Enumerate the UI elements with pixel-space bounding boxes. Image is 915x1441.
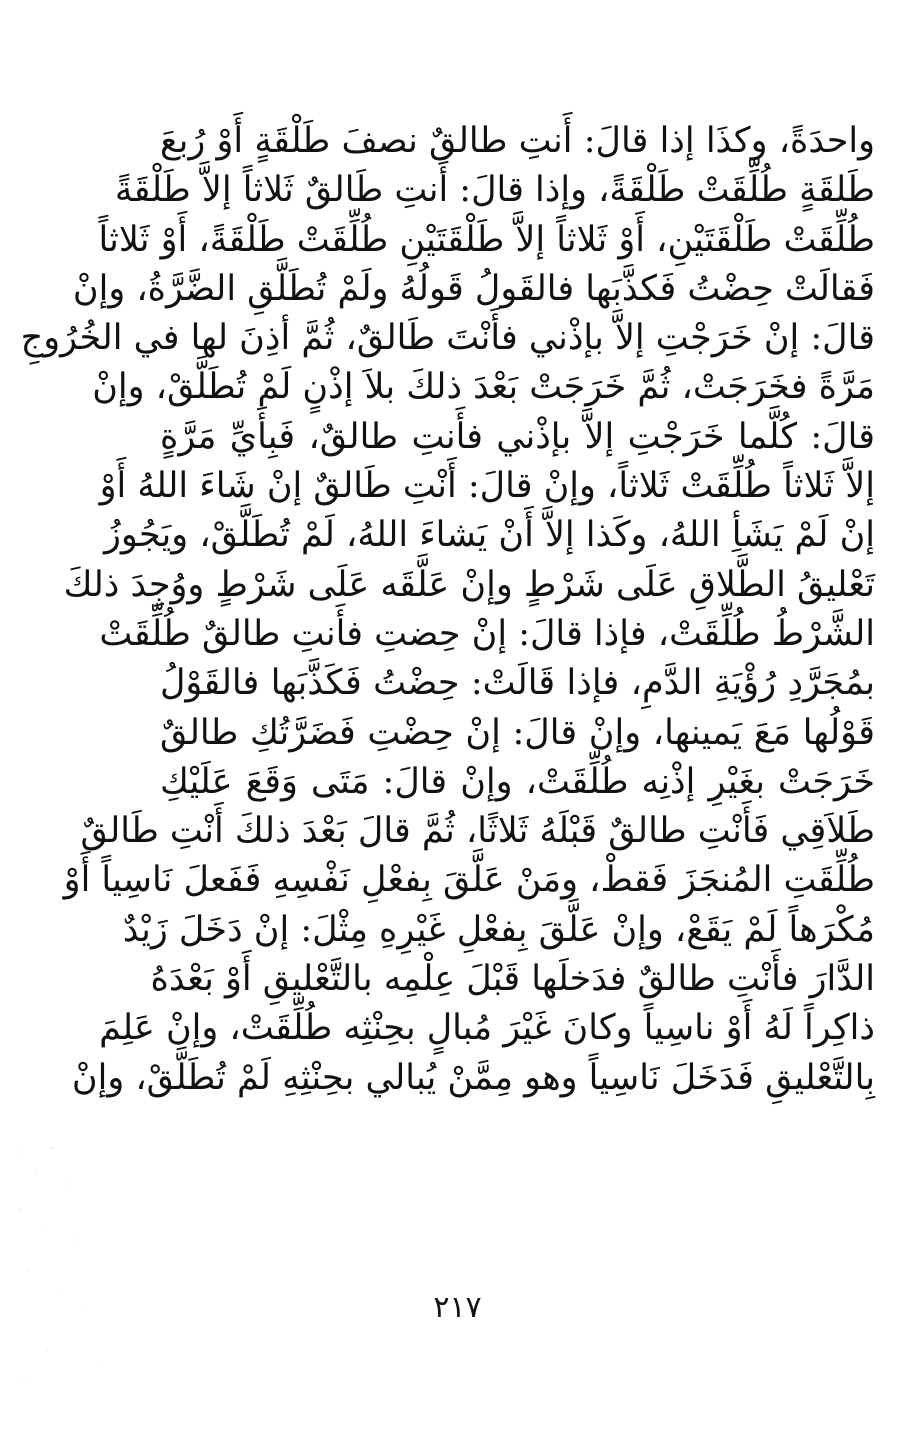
body-text bbox=[20, 117, 875, 1103]
text-line: طَلقَةٍ طُلِّقَتْ طَلْقَةً، وإذا قالَ: أَنتِ طَالقٌ ثَلاثاً إلاَّ طَلْقَةً bbox=[114, 170, 875, 211]
text-line: طُلِّقَتْ طَلْقَتَيْنِ، أَوْ ثَلاثاً إلاَّ طَلْقَتَيْنِ طُلِّقَتْ طَلْقَةً، أَوْ ثَلاثاً bbox=[98, 219, 875, 260]
text-line: قَوْلُها مَعَ يَمينها، وإنْ قالَ: إنْ حِضْتِ فَضَرَّتُكِ طالقٌ bbox=[160, 712, 875, 753]
text-line: طُلِّقَتِ المُنجَزَ فَقطْ، ومَنْ عَلَّقَ بِفعْلِ نَفْسِهِ فَفَعلَ نَاسِياً أَوْ bbox=[63, 860, 875, 901]
text-line: تَعْليقُ الطَّلاقِ عَلَى شَرْطٍ وإنْ عَلَّقَه عَلَى شَرْطٍ ووُجِدَ ذلكَ bbox=[63, 564, 875, 605]
text-line: واحدَةً، وكذَا إذا قالَ: أَنتِ طالقٌ نصفَ طَلْقَةٍ أَوْ رُبعَ bbox=[160, 121, 875, 161]
page-number: ٢١٧ bbox=[433, 1290, 482, 1325]
text-line: مُكْرَهاً لَمْ يَقَعْ، وإنْ عَلَّقَ بِفعْلِ غَيْرِهِ مِثْلَ: إنْ دَخَلَ زَيْدٌ bbox=[122, 909, 875, 950]
text-line: بمُجَرَّدِ رُؤْيَةِ الدَّمِ، فإذا قَالَتْ: حِضْتُ فَكَذَّبَها فالقَوْلُ bbox=[160, 663, 875, 704]
text-line: الشَّرْطُ طُلِّقَتْ، فإذا قالَ: إنْ حِضتِ فأَنتِ طالقٌ طُلِّقَتْ bbox=[99, 613, 875, 654]
scan-speckle bbox=[12, 1140, 132, 1400]
text-line: بِالتَّعْليقِ فَدَخَلَ نَاسِياً وهو مِمَّنْ يُبالي بحِنْثِهِ لَمْ تُطَلَّقْ، وإنْ bbox=[71, 1057, 875, 1098]
text-line: طَلاَقِي فَأَنْتِ طالقٌ قَبْلَهُ ثَلاثًا، ثُمَّ قالَ بَعْدَ ذلكَ أَنْتِ طَالقٌ bbox=[80, 811, 875, 852]
text-line: إنْ لَمْ يَشَأِ اللهُ، وكَذا إلاَّ أَنْ يَشاءَ اللهُ، لَمْ تُطَلَّقْ، ويَجُوزُ bbox=[103, 515, 875, 556]
text-line: خَرَجَتْ بغَيْرِ إذْنِه طُلِّقَتْ، وإنْ قالَ: مَتَى وَقَعَ عَلَيْكِ bbox=[160, 761, 875, 802]
text-line: قالَ: إنْ خَرَجْتِ إلاَّ بإذْني فأَنْتَ طَالقٌ، ثُمَّ أذِنَ لها في الخُرُوجِ bbox=[20, 318, 875, 359]
text-line: ذاكِراً لَهُ أَوْ ناسِياً وكانَ غَيْرَ مُبالٍ بحِنْثِه طُلِّقَتْ، وإنْ عَلِمَ bbox=[99, 1008, 875, 1049]
text-line: قالَ: كُلَّما خَرَجْتِ إلاَّ بإذْني فأَنتِ طالقٌ، فَبِأَيِّ مَرَّةٍ bbox=[160, 416, 875, 457]
text-line: الدَّارَ فأَنْتِ طالقٌ فدَخلَها قَبْلَ عِلْمِه بالتَّعْليقِ أَوْ بَعْدَهُ bbox=[150, 959, 875, 1000]
text-line: مَرَّةً فخَرَجَتْ، ثُمَّ خَرَجَتْ بَعْدَ ذلكَ بلاَ إذْنٍ لَمْ تُطَلَّقْ، وإنْ bbox=[92, 367, 875, 408]
text-line: إلاَّ ثَلاثاً طُلِّقَتْ ثَلاثاً، وإنْ قالَ: أَنْتِ طَالقٌ إنْ شَاءَ اللهُ أَوْ bbox=[99, 466, 875, 507]
text-line: فَقالَتْ حِضْتُ فَكذَّبَها فالقَولُ قَولُهُ ولَمْ تُطَلَّقِ الضَّرَّةُ، وإنْ bbox=[72, 268, 875, 309]
